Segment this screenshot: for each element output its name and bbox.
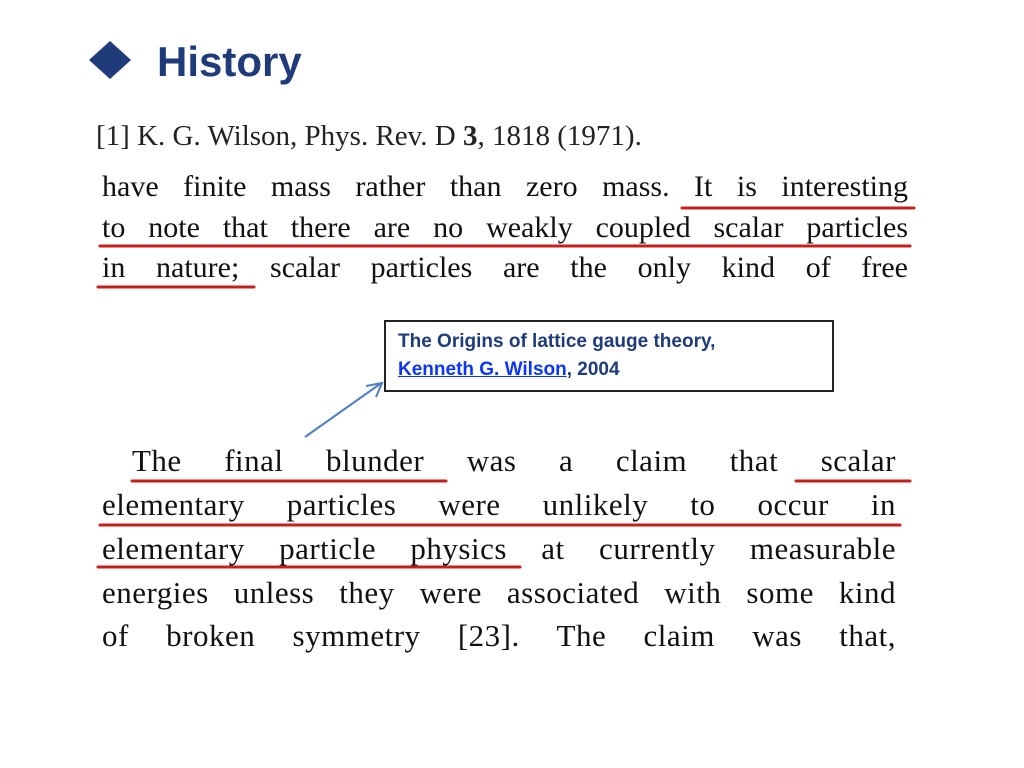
callout-attribution [398,356,822,384]
callout-year: , 2004 [566,359,620,380]
reference-index: [1] [96,120,130,152]
slide-title: History [157,38,302,85]
excerpt-2-line: energies unless they were associated with some kind [102,575,896,610]
author-link[interactable]: Kenneth G. Wilson [398,359,567,380]
excerpt-2-line: elementary particles were unlikely to occur in [102,487,896,522]
excerpt-2-line: of broken symmetry [23]. The claim was that, [102,618,896,653]
pointer-arrow [305,383,382,437]
reference-pages-year: , 1818 (1971). [477,120,642,152]
reference-volume: 3 [463,120,478,152]
excerpt-2-line: The final blunder was a claim that scalar [132,443,896,478]
excerpt-2-line: elementary particle physics at currently measurable [102,531,896,566]
excerpt-1-line: have finite mass rather than zero mass. It is interesting [102,170,908,203]
excerpt-1-line: in nature; scalar particles are the only kind of free [102,251,908,284]
reference-authors-journal: K. G. Wilson, Phys. Rev. D [137,120,456,152]
callout-title: The Origins of lattice gauge theory, [398,331,716,352]
excerpt-1-line: to note that there are no weakly coupled scalar particles [102,211,908,244]
source-callout-box [384,320,834,392]
